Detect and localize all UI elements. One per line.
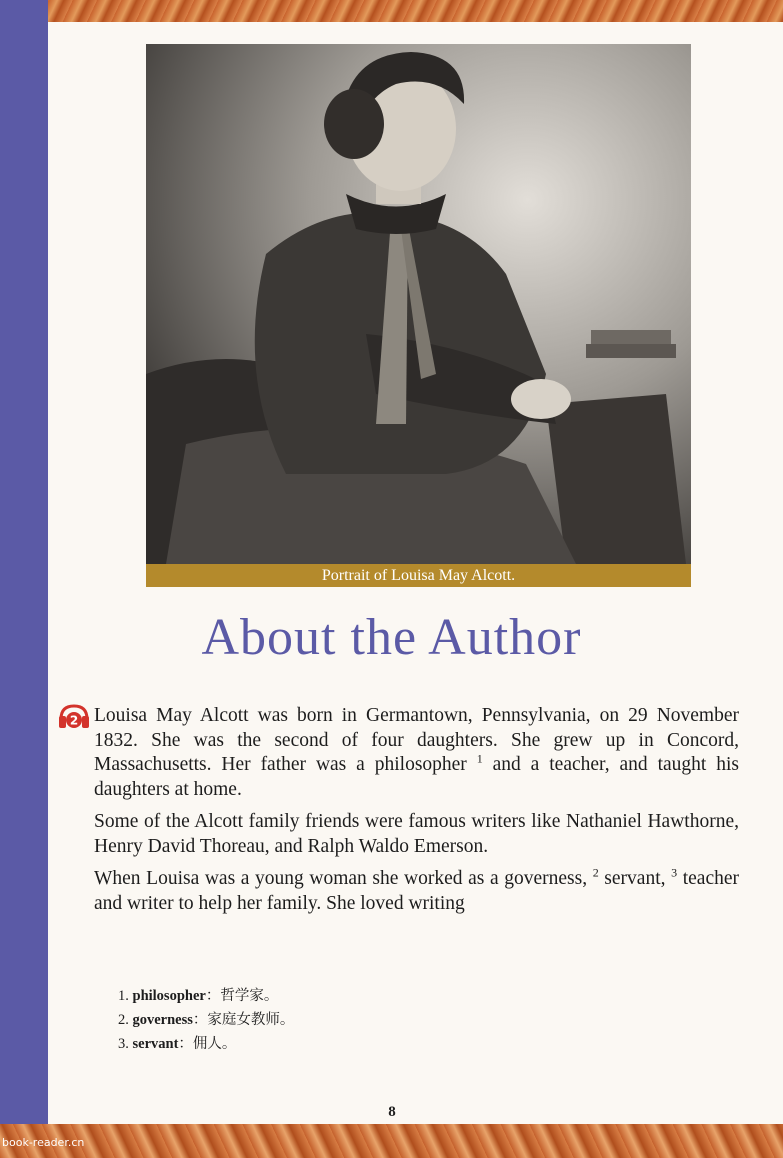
site-watermark: book-reader.cn (2, 1136, 85, 1149)
footnote-gloss: 家庭女教师。 (207, 1012, 295, 1028)
paragraph-work (94, 867, 739, 916)
photo-caption: Portrait of Louisa May Alcott. (146, 564, 691, 587)
text-segment: Some of the Alcott family friends were famous writers like Nathaniel Hawthorne, Henry David Thoreau, and Ralph Waldo Emerson. (94, 811, 739, 857)
text-segment: When Louisa was a young woman she worked as a governess, (94, 868, 588, 889)
footnote-item (118, 984, 518, 1008)
text-segment: Louisa May Alcott was born in Germantown, Pennsylvania, on 29 November 1832. She was the second of four daughters. She grew up in Concord, Massachusetts. Her father was a philosopher (94, 705, 739, 775)
text-segment: teacher and writer to help her family. She loved writing (94, 868, 739, 914)
footnote-term: philosopher (132, 988, 206, 1004)
footnote-number: 3. (118, 1036, 129, 1052)
footnote-term: servant (132, 1036, 179, 1052)
audio-track-number: 2 (69, 713, 79, 728)
footnote-number: 1. (118, 988, 129, 1004)
page-number: 8 (388, 1104, 396, 1120)
text-segment: servant, (598, 868, 666, 889)
footnote-separator: ： (205, 988, 221, 1004)
footnote-item (118, 1032, 518, 1056)
footnotes-list (118, 984, 518, 1056)
footnote-ref-2: 2 (592, 865, 599, 880)
footnote-term: governess (132, 1012, 193, 1028)
footnote-separator: ： (192, 1012, 208, 1028)
bottom-decorative-band (0, 1124, 783, 1158)
footnote-gloss: 哲学家。 (220, 988, 279, 1004)
footnote-number: 2. (118, 1012, 129, 1028)
footnote-gloss: 佣人。 (192, 1036, 237, 1052)
footnote-ref-1: 1 (476, 751, 483, 766)
author-biography (94, 704, 739, 924)
paragraph-friends (94, 810, 739, 859)
footnote-separator: ： (178, 1036, 193, 1052)
footnote-ref-3: 3 (671, 865, 678, 880)
author-portrait-photo (146, 44, 691, 564)
paragraph-birth (94, 704, 739, 802)
side-color-bar (0, 0, 48, 1158)
text-segment: and a teacher, and taught his daughters at home. (94, 754, 739, 800)
top-decorative-band (0, 0, 783, 22)
page-title: About the Author (201, 609, 582, 666)
headphones-track-2-icon[interactable] (58, 703, 90, 729)
footnote-item (118, 1008, 518, 1032)
